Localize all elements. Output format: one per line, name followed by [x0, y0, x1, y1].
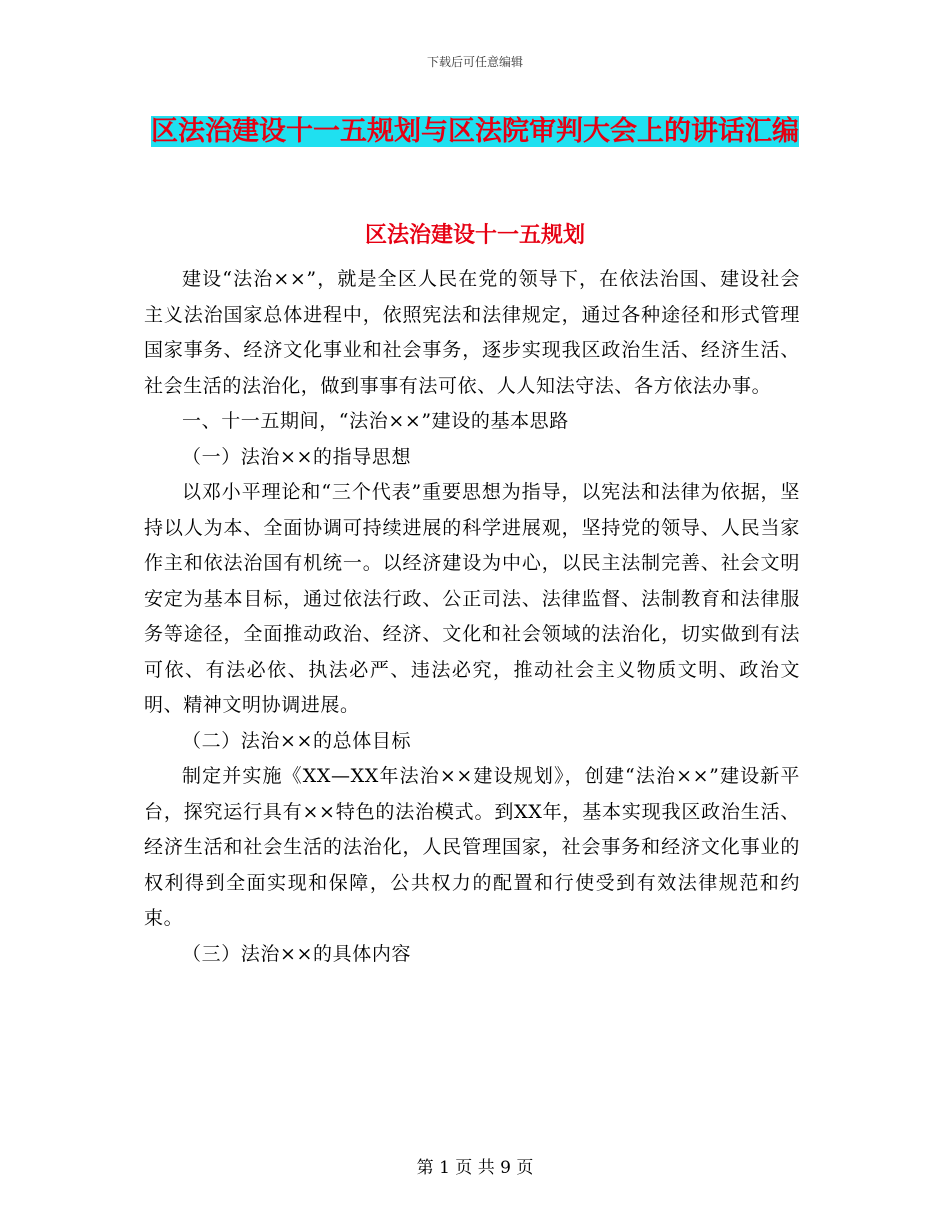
document-title-text: 区法治建设十一五规划与区法院审判大会上的讲话汇编 [151, 116, 799, 147]
paragraph-overall-goal: 制定并实施《XX—XX年法治××建设规划》，创建“法治××”建设新平台，探究运行具有××特色的法治模式。到XX年，基本实现我区政治生活、经济生活和社会生活的法治化，人民管理国家，社会事务和经济文化事业的权利得到全面实现和保障，公共权力的配置和行使受到有效法律规范和约束。 [144, 765, 800, 929]
section-title: 区法治建设十一五规划 [364, 223, 585, 248]
paragraph-intro: 建设“法治××”，就是全区人民在党的领导下，在依法治国、建设社会主义法治国家总体进程中，依照宪法和法律规定，通过各种途径和形式管理国家事务、经济文化事业和社会事务，逐步实现我区政治生活、经济生活、社会生活的法治化，做到事事有法可依、人人知法守法、各方依法办事。 [144, 268, 800, 397]
subheading-specific-content: （三）法治××的具体内容 [182, 942, 412, 965]
heading-basic-approach: 一、十一五期间，“法治××”建设的基本思路 [182, 410, 569, 432]
paragraph-guiding-ideology: 以邓小平理论和“三个代表”重要思想为指导，以宪法和法律为依据，坚持以人为本、全面协调可持续进展的科学进展观，坚持党的领导、人民当家作主和依法治国有机统一。以经济建设为中心，以民主法制完善、社会文明安定为基本目标，通过依法行政、公正司法、法律监督、法制教育和法律服务等途径，全面推动政治、经济、文化和社会领域的法治化，切实做到有法可依、有法必依、执法必严、违法必究，推动社会主义物质文明、政治文明、精神文明协调进展。 [144, 481, 800, 716]
document-title [145, 108, 805, 156]
document-body [144, 262, 800, 972]
subheading-guiding-ideology: （一）法治××的指导思想 [182, 445, 412, 468]
page-footer: 第 1 页 共 9 页 [416, 1158, 534, 1178]
header-note: 下载后可任意编辑 [426, 55, 523, 69]
subheading-overall-goal: （二）法治××的总体目标 [182, 729, 412, 752]
